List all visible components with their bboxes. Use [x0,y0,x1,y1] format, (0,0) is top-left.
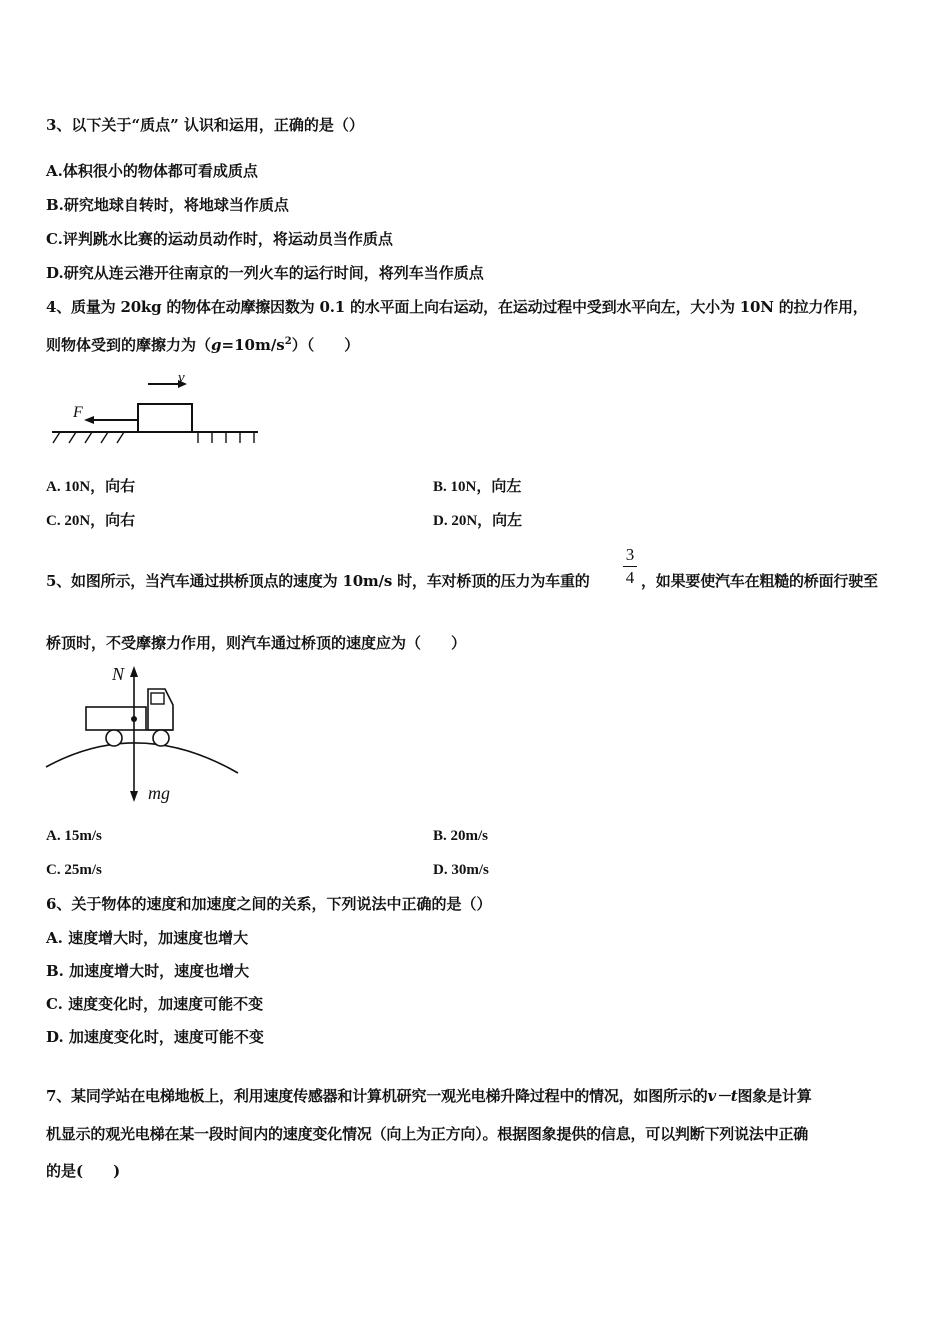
q5-fraction-numerator: 3 [625,545,635,564]
q4-stem-g: g [211,336,222,354]
q3-option-c[interactable]: C.评判跳水比赛的运动员动作时，将运动员当作质点 [46,230,393,248]
q6-option-b[interactable]: B. 加速度增大时，速度也增大 [46,962,250,980]
q5-fraction [623,545,637,591]
q4-stem-line2 [46,335,359,355]
q7-stem-text-a: 7、某同学站在电梯地板上，利用速度传感器和计算机研究一观光电梯升降过程中的情况，如图所示的 [46,1087,708,1105]
q6-stem: 6、关于物体的速度和加速度之间的关系，下列说法中正确的是（） [46,895,492,913]
q4-option-d[interactable]: D. 20N，向左 [433,513,523,529]
q5-option-d[interactable]: D. 30m/s [433,862,489,878]
q3-option-a[interactable]: A.体积很小的物体都可看成质点 [46,162,258,180]
q4-fig-label-f: F [73,404,83,421]
q6-option-d[interactable]: D. 加速度变化时，速度可能不变 [46,1028,264,1046]
q7-stem-line3: 的是( ) [46,1162,121,1180]
q4-option-c[interactable]: C. 20N，向右 [46,513,136,529]
q5-option-c[interactable]: C. 25m/s [46,862,102,878]
q4-option-a[interactable]: A. 10N，向右 [46,479,136,495]
q5-stem-line2: 桥顶时，不受摩擦力作用，则汽车通过桥顶的速度应为（ ） [46,634,467,652]
q4-block-figure [48,366,263,450]
q5-option-b[interactable]: B. 20m/s [433,828,489,844]
q4-stem-text-b: =10m/s [221,336,285,354]
q5-fraction-bar [623,566,637,567]
q4-stem-line1: 4、质量为 20kg 的物体在动摩擦因数为 0.1 的水平面上向右运动，在运动过程中受到水平向左，大小为 10N 的拉力作用， [46,298,868,316]
q5-stem-line1-a: 5、如图所示，当汽车通过拱桥顶点的速度为 10m/s 时，车对桥顶的压力为车重的 [46,572,590,590]
q3-stem: 3、以下关于“质点” 认识和运用，正确的是（） [46,116,364,134]
q6-option-c[interactable]: C. 速度变化时，加速度可能不变 [46,995,264,1013]
q5-stem-line1-b: ，如果要使汽车在粗糙的桥面行驶至 [641,572,878,590]
q5-option-a[interactable]: A. 15m/s [46,828,102,844]
q4-fig-label-v: v [178,370,185,386]
q3-option-d[interactable]: D.研究从连云港开往南京的一列火车的运行时间，将列车当作质点 [46,264,484,282]
q7-stem-vt: v－t [707,1087,738,1105]
q7-stem-line1 [46,1086,812,1106]
q5-fig-label-mg: mg [148,783,170,803]
q4-option-b[interactable]: B. 10N，向左 [433,479,522,495]
q7-stem-text-b: 图象是计算 [737,1087,812,1105]
q4-stem-text-a: 则物体受到的摩擦力为（ [46,336,212,354]
q5-fig-label-n: N [112,664,125,684]
q4-stem-text-c: ）（ ） [291,336,360,354]
q7-stem-line2: 机显示的观光电梯在某一段时间内的速度变化情况（向上为正方向）。根据图象提供的信息，可以判断下列说法中正确 [46,1125,809,1143]
q3-option-b[interactable]: B.研究地球自转时，将地球当作质点 [46,196,289,214]
q5-bridge-figure [44,660,244,808]
q5-fraction-denominator: 4 [625,568,635,587]
q4-stem-sup: 2 [284,336,292,347]
q6-option-a[interactable]: A. 速度增大时，加速度也增大 [46,929,249,947]
